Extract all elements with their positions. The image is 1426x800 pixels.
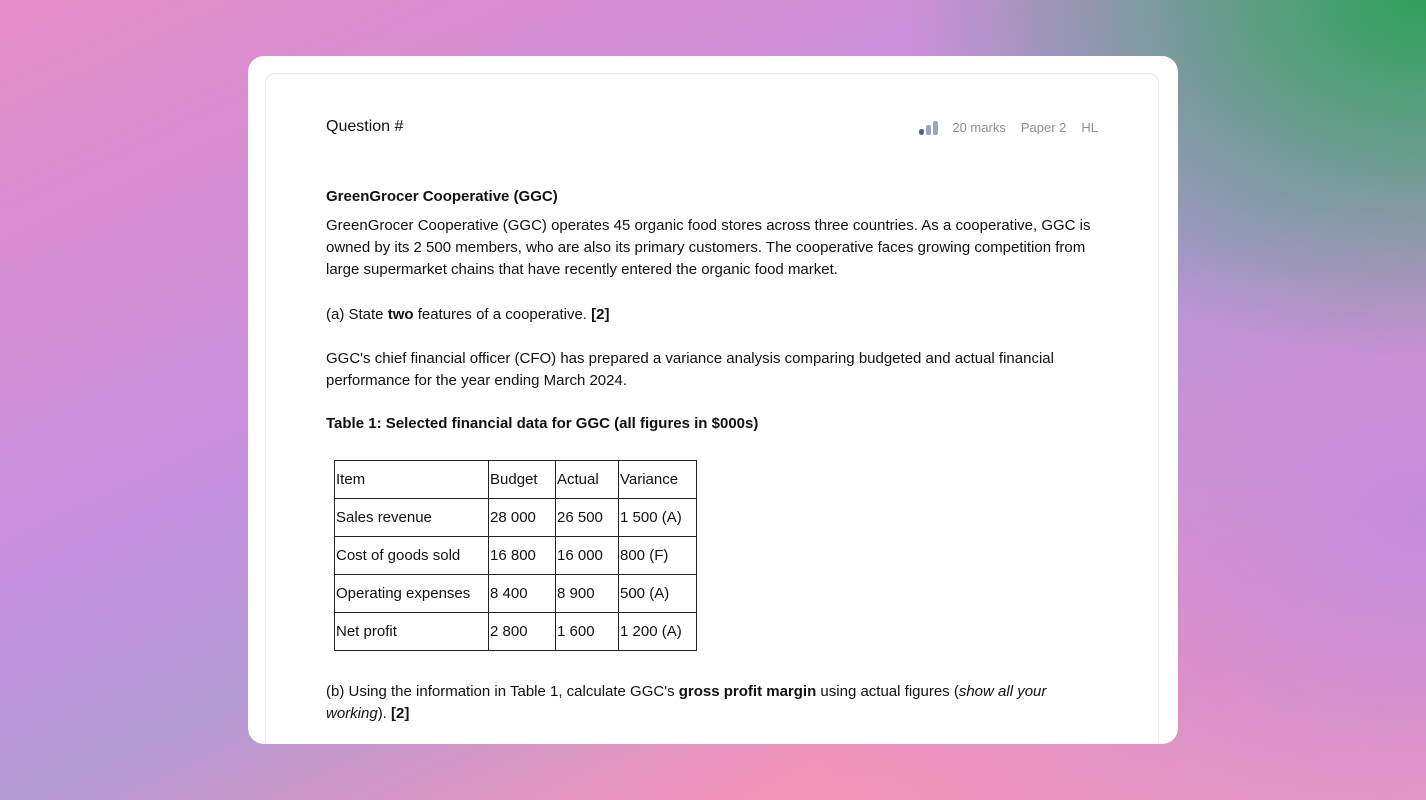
table-cell: 1 500 (A) [619,499,697,537]
table-cell: 16 800 [489,537,556,575]
table-cell: 8 400 [489,575,556,613]
table-cell: 800 (F) [619,537,697,575]
part-b-marks: [2] [391,705,410,722]
table-cell: 28 000 [489,499,556,537]
part-b-suffix: ). [377,705,392,722]
table-cell: 1 600 [556,613,619,651]
financial-data-table [334,460,697,651]
part-a-question [326,304,1106,326]
level-label: HL [1081,120,1098,135]
table-header-row [335,461,697,499]
part-b-middle: using actual figures ( [816,683,959,700]
case-study-title: GreenGrocer Cooperative (GGC) [326,188,558,205]
table-row [335,575,697,613]
table-header-cell: Actual [556,461,619,499]
part-a-suffix: features of a cooperative. [413,306,592,323]
cfo-text: GGC's chief financial officer (CFO) has prepared a variance analysis comparing budgeted and actual financial performance for the year ending March 2024. [326,350,1054,389]
table-header-cell: Item [335,461,489,499]
question-card [248,56,1178,744]
question-header [326,118,1098,142]
difficulty-bar-1 [919,129,924,135]
table-cell: 1 200 (A) [619,613,697,651]
table-row [335,537,697,575]
table-cell: 16 000 [556,537,619,575]
table-title: Table 1: Selected financial data for GGC (all figures in $000s) [326,415,759,432]
table-cell: Net profit [335,613,489,651]
case-intro-text: GreenGrocer Cooperative (GGC) operates 45 organic food stores across three countries. As a cooperative, GGC is owned by its 2 500 members, who are also its primary customers. The cooperative faces growing competition from large supermarket chains that have recently entered the organic food market. [326,217,1091,278]
part-b-italic: show all your working [326,683,1047,722]
part-b-question [326,681,1106,725]
table-cell: 500 (A) [619,575,697,613]
question-panel [265,73,1159,744]
part-a-marks: [2] [591,306,610,323]
difficulty-bars-icon [919,121,938,135]
part-b-prefix: (b) Using the information in Table 1, calculate GGC's [326,683,679,700]
part-a-prefix: (a) State [326,306,388,323]
difficulty-bar-2 [926,125,931,135]
marks-label: 20 marks [952,120,1006,135]
question-meta [919,120,1098,135]
part-b-emphasis: gross profit margin [678,683,817,700]
table-cell: Sales revenue [335,499,489,537]
table-cell: Operating expenses [335,575,489,613]
table-cell: Cost of goods sold [335,537,489,575]
table-cell: 26 500 [556,499,619,537]
table-header-cell: Budget [489,461,556,499]
question-title: Question # [326,118,404,135]
table-cell: 8 900 [556,575,619,613]
part-a-emphasis: two [387,306,414,323]
table-header-cell: Variance [619,461,697,499]
table-row [335,499,697,537]
difficulty-bar-3 [933,121,938,135]
table-cell: 2 800 [489,613,556,651]
table-row [335,613,697,651]
paper-label: Paper 2 [1020,120,1067,135]
